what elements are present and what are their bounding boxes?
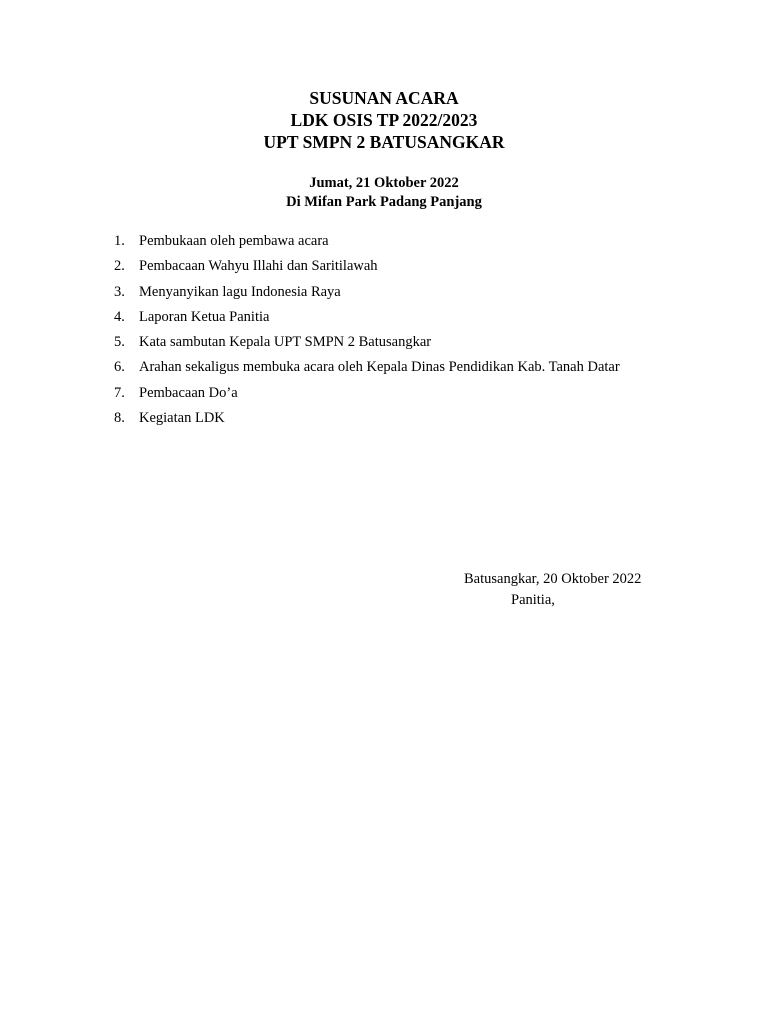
agenda-item-text: Laporan Ketua Panitia xyxy=(139,308,270,325)
agenda-item xyxy=(114,408,620,433)
agenda-item xyxy=(114,307,620,332)
agenda-item-number: 8. xyxy=(114,410,125,427)
signature-block xyxy=(464,569,641,611)
agenda-item xyxy=(114,357,620,382)
title-line-3: UPT SMPN 2 BATUSANGKAR xyxy=(263,132,505,152)
agenda-item xyxy=(114,282,620,307)
signoff-role: Panitia, xyxy=(511,592,555,608)
agenda-item-text: Kata sambutan Kepala UPT SMPN 2 Batusangkar xyxy=(139,334,432,351)
agenda-item-number: 7. xyxy=(114,384,125,401)
title-line-1: SUSUNAN ACARA xyxy=(309,88,459,108)
agenda-item-text: Arahan sekaligus membuka acara oleh Kepala Dinas Pendidikan Kab. Tanah Datar xyxy=(139,359,620,376)
agenda-item xyxy=(114,332,620,357)
agenda-item xyxy=(114,256,620,281)
agenda-item-number: 4. xyxy=(114,308,125,325)
agenda-item-number: 2. xyxy=(114,258,125,275)
agenda-item-text: Pembukaan oleh pembawa acara xyxy=(139,233,329,249)
agenda-item-number: 1. xyxy=(114,233,125,249)
event-date: Jumat, 21 Oktober 2022 xyxy=(309,175,459,191)
agenda-item xyxy=(114,383,620,408)
agenda-item-text: Pembacaan Do’a xyxy=(139,384,238,401)
agenda-list xyxy=(114,231,620,433)
event-info xyxy=(0,174,768,212)
event-location: Di Mifan Park Padang Panjang xyxy=(286,194,482,210)
agenda-item-text: Menyanyikan lagu Indonesia Raya xyxy=(139,283,341,300)
title-line-2: LDK OSIS TP 2022/2023 xyxy=(290,110,478,130)
signoff-place-date: Batusangkar, 20 Oktober 2022 xyxy=(464,571,642,587)
agenda-item-text: Kegiatan LDK xyxy=(139,410,225,427)
agenda-item-number: 3. xyxy=(114,283,125,300)
agenda-item-number: 6. xyxy=(114,359,125,376)
agenda-item xyxy=(114,231,620,256)
document-title xyxy=(0,87,768,153)
agenda-item-number: 5. xyxy=(114,334,125,351)
agenda-item-text: Pembacaan Wahyu Illahi dan Saritilawah xyxy=(139,258,378,275)
